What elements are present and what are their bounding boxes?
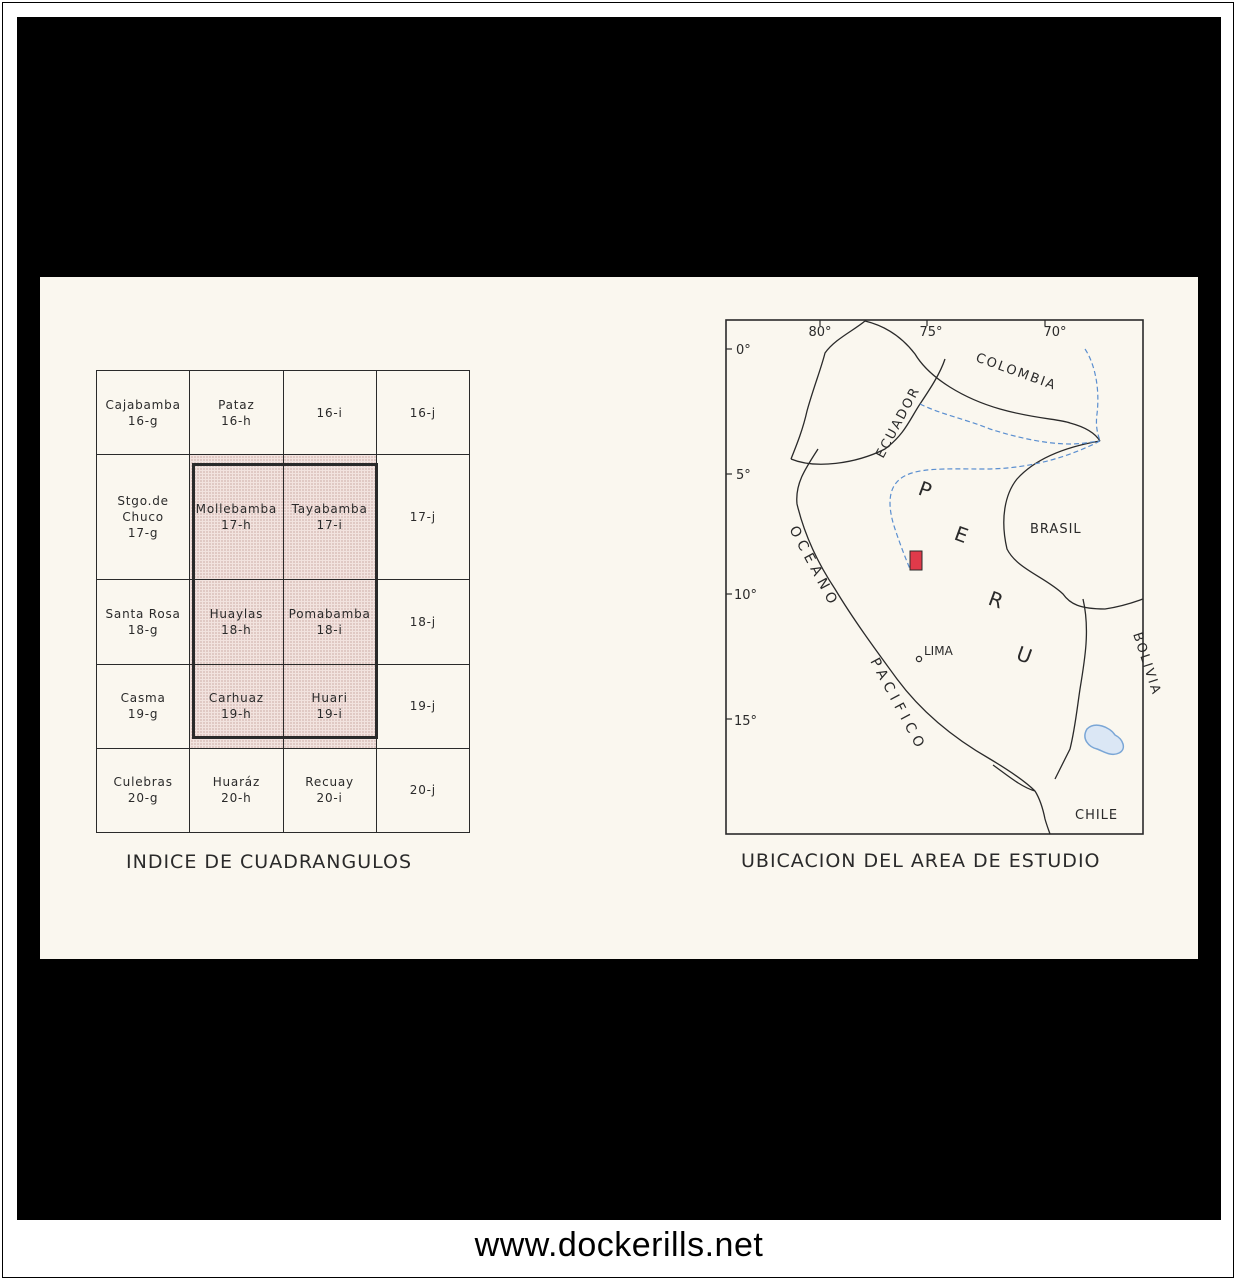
quadrangle-cell — [190, 748, 283, 832]
quadrangle-cell — [376, 455, 469, 580]
lake-icon — [1085, 725, 1123, 754]
chile-border — [1035, 791, 1050, 834]
map-frame — [726, 320, 1143, 834]
quadrangle-name: Cajabamba — [105, 397, 181, 412]
grid-row — [97, 748, 470, 832]
ecuador-coast — [791, 321, 865, 459]
map-ticks — [726, 320, 1045, 719]
amazon-river — [890, 441, 1100, 569]
chile-coast — [993, 765, 1035, 791]
quadrangle-code: 17-i — [316, 518, 343, 533]
quadrangle-cell — [97, 580, 190, 664]
grid-row — [97, 455, 470, 580]
quadrangle-cell — [283, 455, 376, 580]
quadrangle-code: 19-g — [127, 707, 159, 722]
index-caption: INDICE DE CUADRANGULOS — [126, 851, 413, 873]
quadrangle-name: Pomabamba — [288, 606, 371, 621]
grid-row — [97, 580, 470, 664]
quadrangle-index-grid — [96, 370, 470, 833]
quadrangle-code: 19-h — [221, 707, 252, 722]
country-label: CHILE — [1075, 808, 1119, 823]
quadrangle-name: Recuay — [305, 775, 354, 790]
quadrangle-cell — [283, 748, 376, 832]
lon-label: 80° — [808, 325, 832, 340]
border-river — [1085, 349, 1100, 441]
quadrangle-cell — [283, 580, 376, 664]
quadrangle-cell — [97, 664, 190, 748]
lat-label: 15° — [734, 714, 758, 729]
quadrangle-code: 16-h — [221, 413, 252, 428]
quadrangle-code: 18-h — [221, 622, 252, 637]
lat-label: 0° — [736, 343, 751, 358]
grid-row — [97, 371, 470, 455]
quadrangle-name: Mollebamba — [195, 502, 278, 517]
boundaries — [791, 321, 1143, 834]
lon-label: 75° — [919, 325, 943, 340]
bolivia-border — [1055, 599, 1086, 779]
quadrangle-cell — [376, 664, 469, 748]
map-sheet — [40, 277, 1198, 959]
quadrangle-name: Tayabamba — [291, 502, 368, 517]
city-label: LIMA — [924, 644, 953, 658]
quadrangle-code: 18-g — [127, 622, 159, 637]
country-label: ECUADOR — [873, 384, 924, 461]
quadrangle-cell — [97, 748, 190, 832]
quadrangle-cell — [190, 455, 283, 580]
quadrangle-code: 18-j — [409, 614, 436, 629]
peru-letter: P — [915, 476, 935, 503]
quadrangle-name: Huaráz — [212, 775, 261, 790]
quadrangle-code: 16-g — [127, 413, 159, 428]
quadrangle-code: 20-j — [409, 783, 436, 798]
peru-letter: R — [985, 586, 1007, 614]
quadrangle-cell — [97, 455, 190, 580]
country-label: BOLIVIA — [1129, 630, 1164, 698]
country-label: BRASIL — [1030, 522, 1082, 537]
lat-label: 10° — [734, 588, 758, 603]
quadrangle-code: 16-i — [316, 405, 343, 420]
peru-letter: E — [951, 521, 972, 549]
location-map — [725, 319, 1164, 839]
quadrangle-name: Carhuaz — [208, 691, 264, 706]
quadrangle-code: 17-j — [409, 510, 436, 525]
quadrangle-name: Huaylas — [209, 606, 264, 621]
quadrangle-name: Culebras — [113, 775, 173, 790]
ecuador-peru-border — [791, 359, 945, 464]
quadrangle-name: Casma — [120, 691, 166, 706]
ocean-label: PACIFICO — [866, 655, 930, 755]
quadrangle-code: 17-g — [127, 526, 159, 541]
quadrangle-cell — [97, 371, 190, 455]
map-caption: UBICACION DEL AREA DE ESTUDIO — [741, 850, 1101, 872]
quadrangle-code: 20-h — [221, 791, 252, 806]
quadrangle-cell — [190, 371, 283, 455]
quadrangle-cell — [283, 371, 376, 455]
lat-label: 5° — [736, 468, 751, 483]
quadrangle-code: 17-h — [221, 518, 252, 533]
quadrangle-code: 20-g — [127, 791, 159, 806]
country-label: COLOMBIA — [973, 350, 1059, 394]
lon-label: 70° — [1043, 325, 1067, 340]
site-url[interactable]: www.dockerills.net — [474, 1226, 764, 1264]
quadrangle-code: 20-i — [316, 791, 343, 806]
quadrangle-name: Stgo.de Chuco — [117, 494, 169, 525]
quadrangle-cell — [190, 664, 283, 748]
quadrangle-code: 19-j — [409, 699, 436, 714]
study-area-marker — [910, 551, 922, 570]
quadrangle-code: 16-j — [409, 405, 436, 420]
ocean-label: OCEANO — [785, 523, 843, 611]
quadrangle-name: Santa Rosa — [105, 606, 181, 621]
quadrangle-cell — [376, 748, 469, 832]
quadrangle-cell — [190, 580, 283, 664]
lima-dot — [916, 656, 921, 661]
peru-letter: U — [1013, 641, 1036, 669]
quadrangle-cell — [376, 580, 469, 664]
quadrangle-name: Huari — [311, 691, 348, 706]
quadrangle-cell — [283, 664, 376, 748]
quadrangle-cell — [376, 371, 469, 455]
quadrangle-name: Pataz — [218, 397, 255, 412]
grid-row — [97, 664, 470, 748]
quadrangle-code: 18-i — [316, 622, 343, 637]
quadrangle-code: 19-i — [316, 707, 343, 722]
